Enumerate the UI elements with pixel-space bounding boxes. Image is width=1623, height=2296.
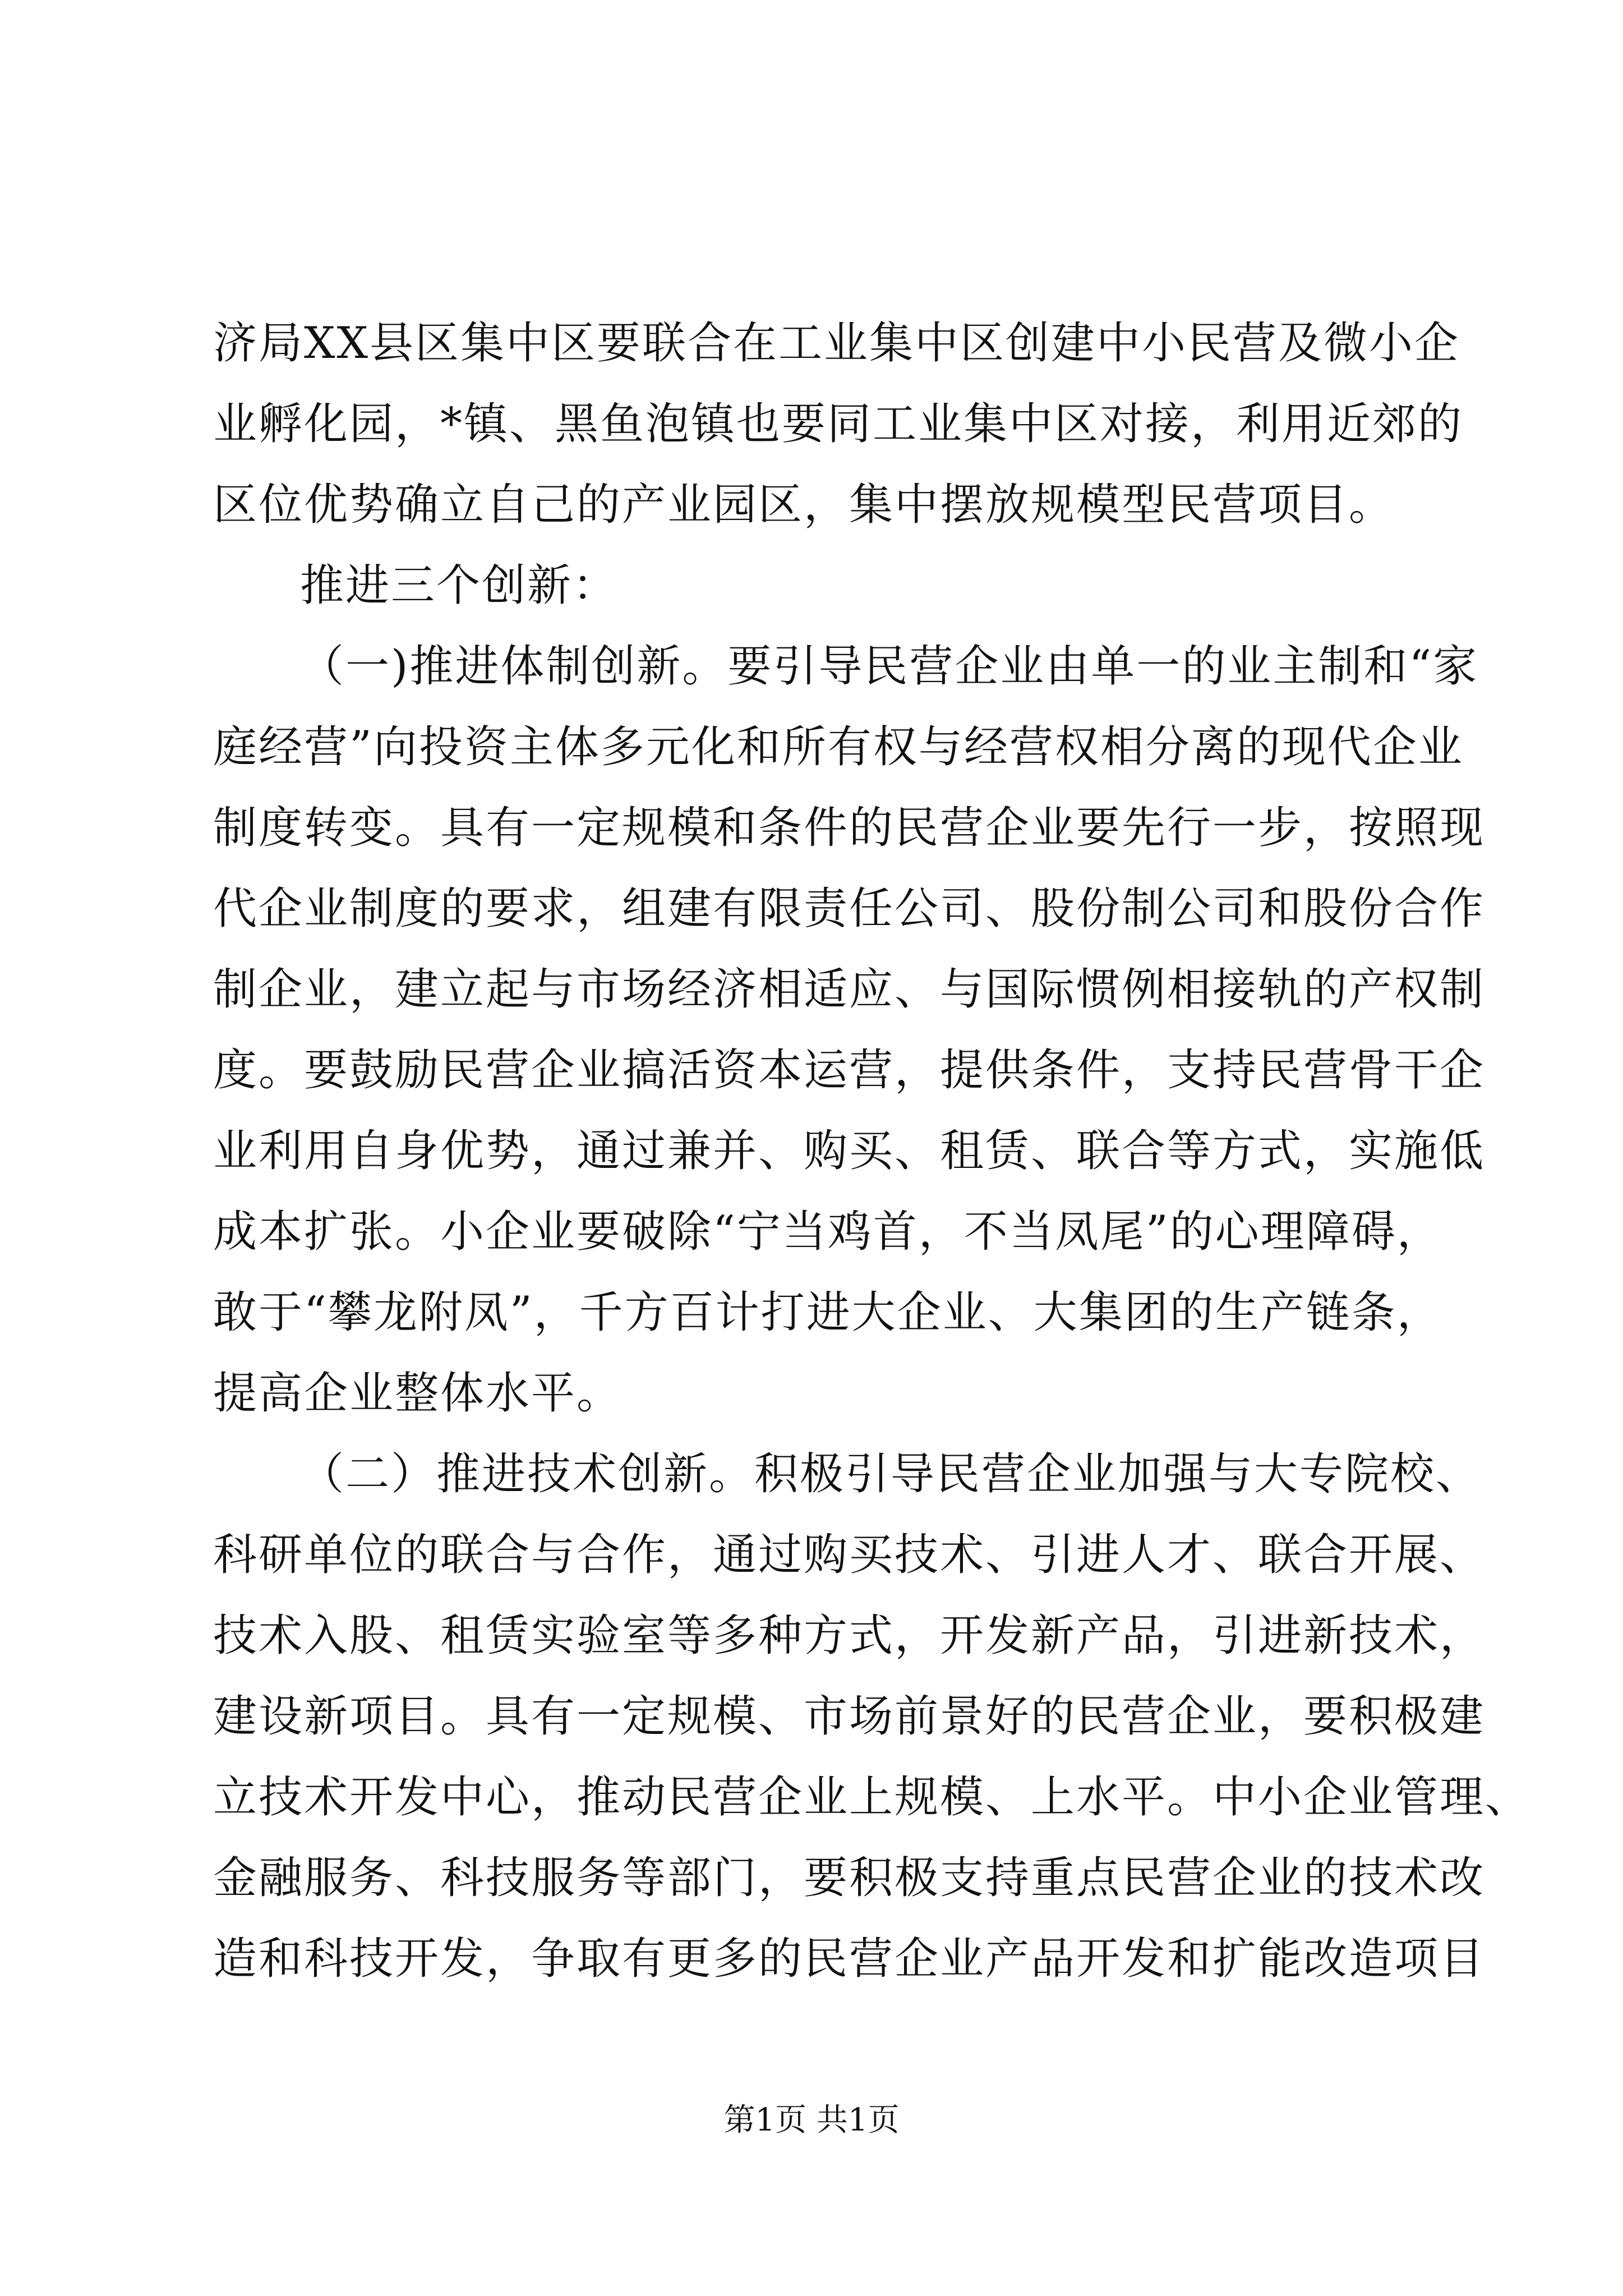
text-line: 造和科技开发，争取有更多的民营企业产品开发和扩能改造项目 <box>213 1934 1486 1984</box>
text-line: 技术入股、租赁实验室等多种方式，开发新产品，引进新技术， <box>213 1611 1486 1661</box>
text-line: 济局XX县区集中区要联合在工业集中区创建中小民营及微小企 <box>213 318 1460 369</box>
section-heading: 推进三个创新： <box>300 560 619 611</box>
page-footer: 第1页 共1页 <box>723 2102 900 2138</box>
text-line: 成本扩张。小企业要破除“宁当鸡首，不当凤尾”的心理障碍， <box>213 1207 1442 1257</box>
text-line: （二）推进技术创新。积极引导民营企业加强与大专院校、 <box>300 1449 1482 1499</box>
text-line: 敢于“攀龙附凤”，千方百计打进大企业、大集团的生产链条， <box>213 1287 1442 1338</box>
text-line: 庭经营”向投资主体多元化和所有权与经营权相分离的现代企业 <box>213 722 1464 772</box>
text-line: 建设新项目。具有一定规模、市场前景好的民营企业，要积极建 <box>213 1691 1486 1742</box>
text-line: 提高企业整体水平。 <box>213 1368 623 1419</box>
text-line: 业利用自身优势，通过兼并、购买、租赁、联合等方式，实施低 <box>213 1126 1486 1176</box>
text-line: 制企业，建立起与市场经济相适应、与国际惯例相接轨的产权制 <box>213 964 1486 1015</box>
text-line: 业孵化园，*镇、黑鱼泡镇也要同工业集中区对接，利用近郊的 <box>213 399 1464 449</box>
text-line: 科研单位的联合与合作，通过购买技术、引进人才、联合开展、 <box>213 1530 1486 1580</box>
text-line: 金融服务、科技服务等部门，要积极支持重点民营企业的技术改 <box>213 1853 1486 1903</box>
text-line: （一)推进体制创新。要引导民营企业由单一的业主制和“家 <box>300 641 1479 692</box>
text-line: 代企业制度的要求，组建有限责任公司、股份制公司和股份合作 <box>213 884 1486 934</box>
text-line: 度。要鼓励民营企业搞活资本运营，提供条件，支持民营骨干企 <box>213 1045 1486 1096</box>
document-body <box>213 303 1531 1999</box>
text-line: 制度转变。具有一定规模和条件的民营企业要先行一步，按照现 <box>213 803 1486 853</box>
text-line: 立技术开发中心，推动民营企业上规模、上水平。中小企业管理、 <box>213 1772 1531 1823</box>
text-line: 区位优势确立自己的产业园区，集中摆放规模型民营项目。 <box>213 480 1395 530</box>
